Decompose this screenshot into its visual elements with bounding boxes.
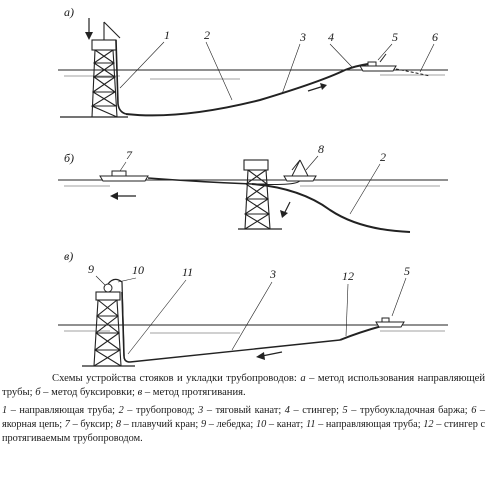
panel-b-letter: б) — [64, 151, 75, 165]
legend-number: 10 — [255, 419, 267, 430]
legend-number: 4 — [284, 405, 290, 416]
legend-text: направляющая труба; — [19, 405, 115, 416]
caption-legend: 1 – направляющая труба; 2 – трубопровод; 3 – тяговый канат; 4 – стингер; 5 – трубоукладочная баржа; 6 – якорная цепь; 7 – буксир; 8 – плавучий кран; 9 – лебедка; 10 – канат; 11 – направляющая труба; 12 – стингер с протягиваемым трубопроводом. — [2, 405, 486, 444]
pipelay-barge — [376, 318, 404, 327]
label-10: 10 — [132, 263, 144, 277]
label-9: 9 — [88, 262, 94, 276]
tow-rope — [130, 340, 340, 362]
legend-text: направляющая труба; — [325, 419, 421, 430]
legend-text: стингер с протягиваемым трубопроводом. — [2, 419, 486, 444]
winch — [104, 284, 112, 292]
legend-number: 9 — [200, 419, 207, 430]
label-2b: 2 — [380, 150, 386, 164]
tow-line — [148, 178, 252, 184]
platform — [244, 160, 270, 229]
legend-number: 8 — [115, 419, 122, 430]
legend-number: 3 — [198, 405, 204, 416]
pipeline — [126, 70, 345, 115]
label-8: 8 — [318, 142, 324, 156]
panel-c-letter: в) — [64, 249, 74, 263]
platform — [94, 292, 121, 366]
figure-caption — [2, 372, 485, 446]
guide-pipe — [122, 292, 130, 362]
label-5: 5 — [392, 30, 398, 44]
legend-text: лебедка; — [216, 419, 254, 430]
legend-number: 5 — [342, 405, 348, 416]
label-12: 12 — [342, 269, 354, 283]
legend-text: буксир; — [80, 419, 114, 430]
guide-pipe — [116, 40, 126, 114]
legend-text: трубопровод; — [135, 405, 195, 416]
label-5c: 5 — [404, 264, 410, 278]
legend-number: 2 — [118, 405, 124, 416]
legend-number: 12 — [423, 419, 434, 430]
legend-text: стингер; — [302, 405, 339, 416]
label-6: 6 — [432, 30, 438, 44]
tug — [100, 171, 148, 181]
panel-b — [58, 142, 448, 232]
label-11: 11 — [182, 265, 194, 279]
label-3c: 3 — [270, 267, 276, 281]
label-7: 7 — [126, 148, 132, 162]
pipelay-barge — [360, 54, 396, 71]
label-1: 1 — [164, 28, 170, 42]
legend-text: канат; — [276, 419, 304, 430]
legend-text: плавучий кран; — [131, 419, 199, 430]
label-4: 4 — [328, 30, 334, 44]
floating-crane — [284, 160, 316, 181]
panel-a-letter: а) — [64, 5, 74, 19]
legend-number: 7 — [64, 419, 70, 430]
legend-number: 11 — [305, 419, 316, 430]
pipeline — [252, 184, 410, 232]
legend-number: 6 — [471, 405, 477, 416]
legend-text: тяговый канат; — [215, 405, 282, 416]
label-2: 2 — [204, 28, 210, 42]
caption-title-block: Схемы устройства стояков и укладки трубопроводов: а – метод использования направляющей трубы; б – метод буксировки; в – метод протягивания. — [2, 373, 486, 398]
caption-title: Схемы устройства стояков и укладки трубопроводов: — [52, 373, 297, 384]
legend-text: якорная цепь; — [2, 419, 63, 430]
legend-number: 1 — [2, 405, 8, 416]
panel-a — [58, 5, 448, 117]
label-3: 3 — [300, 30, 306, 44]
legend-text: трубоукладочная баржа; — [359, 405, 468, 416]
panel-c — [58, 249, 448, 366]
